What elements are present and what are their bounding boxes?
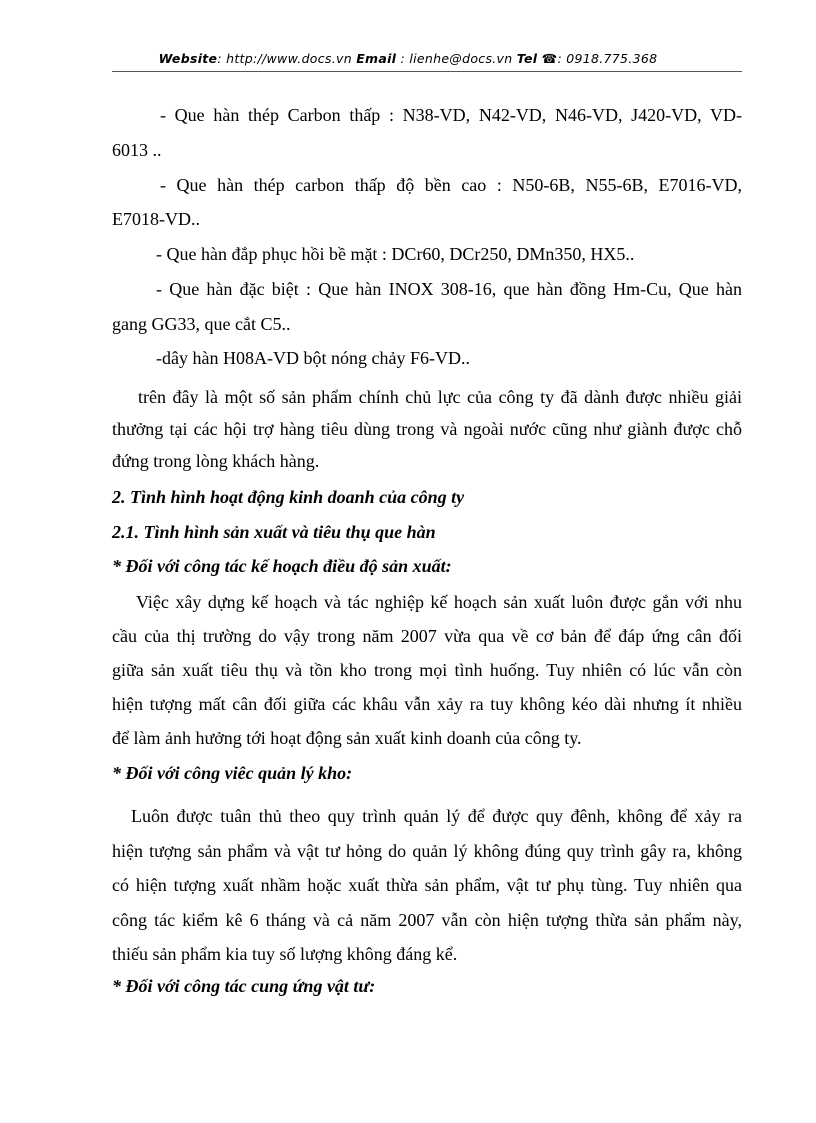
product-line-surface-restore: - Que hàn đắp phục hồi bề mặt : DCr60, DCr250, DMn350, HX5.. <box>156 244 635 264</box>
product-line-special: - Que hàn đặc biệt : Que hàn INOX 308-16, que hàn đồng Hm-Cu, Que hàn <box>156 279 742 299</box>
website-label: Website <box>158 51 218 66</box>
warehouse-paragraph-line-4: công tác kiểm kê 6 tháng và cả năm 2007 vẫn còn hiện tượng thừa sản phẩm này, <box>112 910 742 930</box>
section-heading-2: 2. Tình hình hoạt động kinh doanh của công ty <box>112 487 465 507</box>
product-line-carbon-low-cont: 6013 .. <box>112 140 162 160</box>
warehouse-paragraph-line-1: Luôn được tuân thủ theo quy trình quản lý để được quy đênh, không để xảy ra <box>131 806 742 826</box>
header-divider <box>112 71 742 72</box>
product-line-welding-wire: -dây hàn H08A-VD bột nóng chảy F6-VD.. <box>156 348 470 368</box>
warehouse-paragraph-line-5: thiếu sản phẩm kia tuy số lượng không đáng kể. <box>112 944 458 964</box>
subheading-production-planning: * Đối với công tác kế hoạch điều độ sản xuất: <box>112 556 452 576</box>
warehouse-paragraph-line-3: có hiện tượng xuất nhầm hoặc xuất thừa sản phẩm, vật tư phụ tùng. Tuy nhiên qua <box>112 875 742 895</box>
summary-paragraph-line-3: đứng trong lòng khách hàng. <box>112 451 320 471</box>
planning-paragraph-line-4: hiện tượng mất cân đối giữa các khâu vẫn xảy ra tuy không kéo dài nhưng ít nhiều <box>112 694 742 714</box>
warehouse-paragraph-line-2: hiện tượng sản phẩm và vật tư hỏng do quản lý không đúng quy trình gây ra, không <box>112 841 742 861</box>
product-line-carbon-high-strength-cont: E7018-VD.. <box>112 209 200 229</box>
product-line-special-cont: gang GG33, que cắt C5.. <box>112 314 291 334</box>
section-heading-2-1: 2.1. Tình hình sản xuất và tiêu thụ que hàn <box>112 522 436 542</box>
phone-icon: ☎ <box>541 51 558 66</box>
tel-value: : 0918.775.368 <box>557 51 658 66</box>
product-line-carbon-high-strength: - Que hàn thép carbon thấp độ bền cao : N50-6B, N55-6B, E7016-VD, <box>160 175 742 195</box>
email-value: : lienhe@docs.vn <box>396 51 517 66</box>
product-line-carbon-low: - Que hàn thép Carbon thấp : N38-VD, N42-VD, N46-VD, J420-VD, VD- <box>160 105 742 125</box>
planning-paragraph-line-2: cầu của thị trường do vậy trong năm 2007 vừa qua về cơ bản để đáp ứng cân đối <box>112 626 742 646</box>
website-value: : http://www.docs.vn <box>217 51 357 66</box>
planning-paragraph-line-1: Việc xây dựng kế hoạch và tác nghiệp kế hoạch sản xuất luôn được gắn với nhu <box>136 592 742 612</box>
subheading-material-supply: * Đối với công tác cung ứng vật tư: <box>112 976 376 996</box>
summary-paragraph-line-1: trên đây là một số sản phẩm chính chủ lực của công ty đã dành được nhiều giải <box>138 387 742 407</box>
planning-paragraph-line-3: giữa sản xuất tiêu thụ và tồn kho trong mọi tình huống. Tuy nhiên có lúc vẫn còn <box>112 660 742 680</box>
summary-paragraph-line-2: thưởng tại các hội trợ hàng tiêu dùng trong và ngoài nước cũng như giành được chỗ <box>112 419 742 439</box>
page-header <box>0 51 816 66</box>
tel-label: Tel <box>516 51 538 66</box>
email-label: Email <box>356 51 397 66</box>
subheading-warehouse-management: * Đối với công viêc quản lý kho: <box>112 763 353 783</box>
planning-paragraph-line-5: để làm ảnh hưởng tới hoạt động sản xuất kinh doanh của công ty. <box>112 728 582 748</box>
